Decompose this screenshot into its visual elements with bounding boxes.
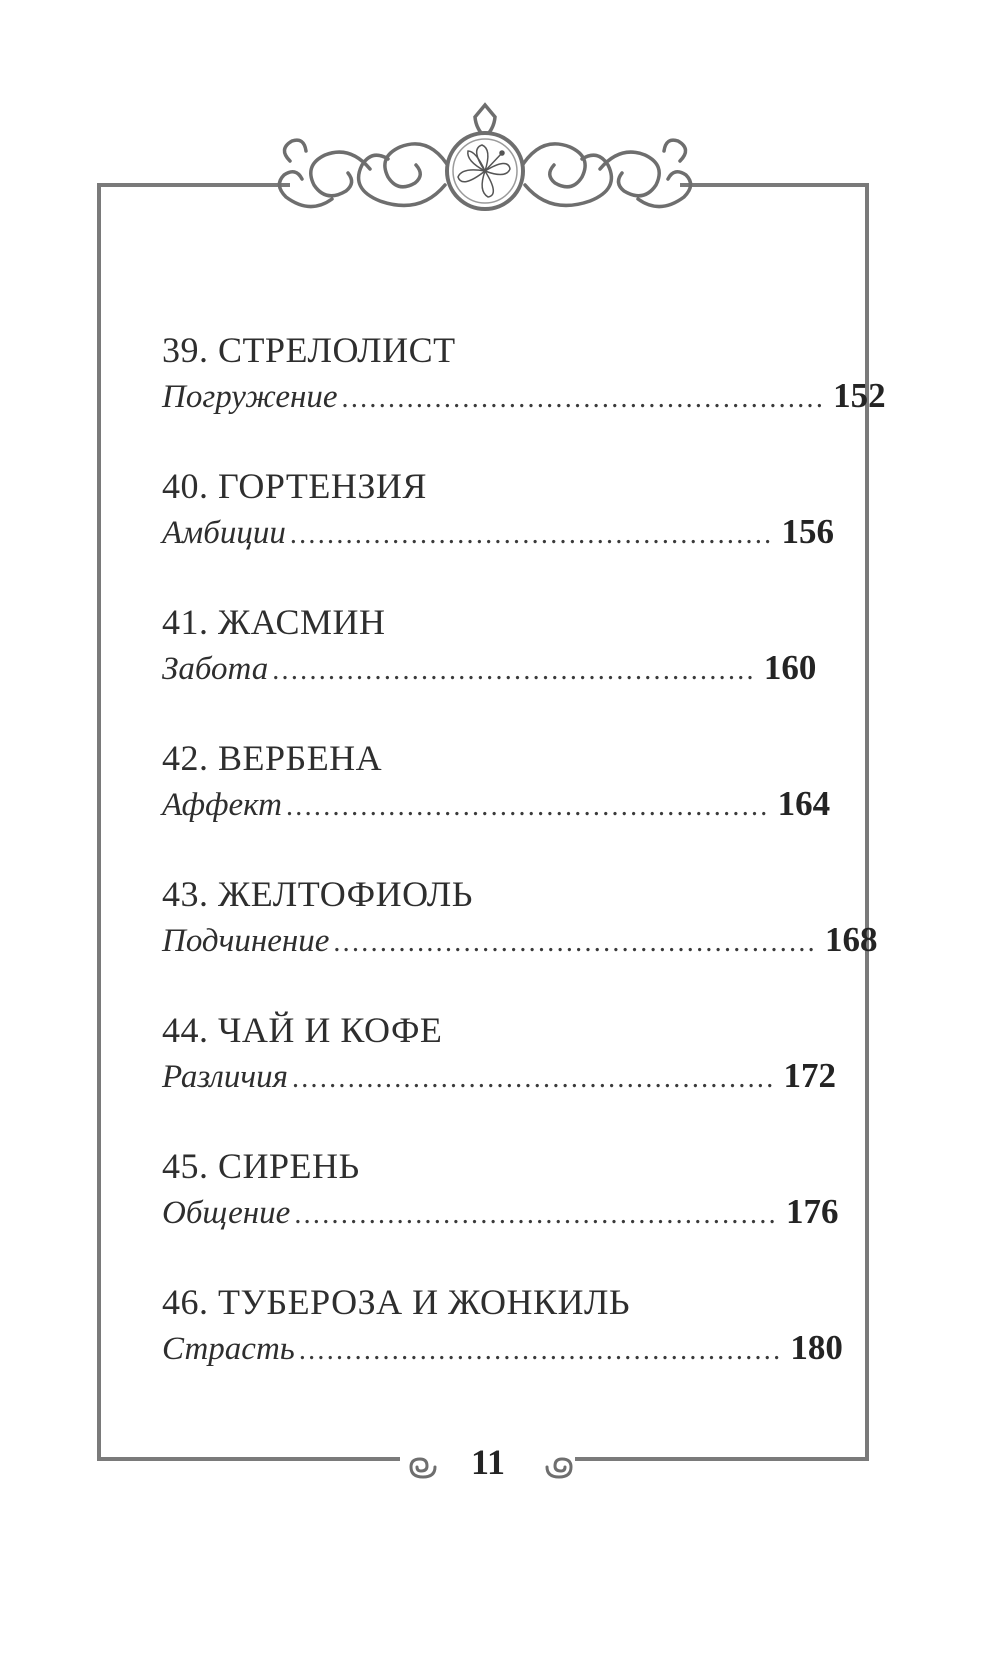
page-reference: 168: [824, 920, 878, 959]
toc-line: [162, 1052, 837, 1100]
toc-line: [162, 1188, 839, 1236]
floral-scroll-ornament-icon: [270, 105, 700, 231]
toc-entry[interactable]: [162, 600, 817, 736]
page-reference: 160: [763, 648, 817, 687]
page-reference: 180: [790, 1328, 843, 1367]
dot-leader: ....................................................: [272, 655, 756, 686]
toc-line: [162, 644, 817, 692]
toc-entry[interactable]: [162, 1008, 837, 1144]
chapter-title: 43. ЖЕЛТОФИОЛЬ: [162, 874, 473, 914]
chapter-subtitle: Амбиции: [162, 515, 286, 551]
page-reference: 152: [833, 376, 886, 415]
toc-entry[interactable]: [162, 736, 831, 872]
page-number: 11: [470, 1442, 505, 1482]
toc-line: [162, 780, 831, 828]
toc-line: [162, 372, 886, 420]
chapter-subtitle: Подчинение: [162, 923, 330, 959]
chapter-subtitle: Общение: [162, 1195, 291, 1231]
spiral-swirl-icon: [545, 1453, 577, 1481]
chapter-title: 40. ГОРТЕНЗИЯ: [162, 466, 427, 506]
toc-entry[interactable]: [162, 1280, 843, 1416]
page-reference: 156: [781, 512, 834, 551]
page-reference: 164: [777, 784, 831, 823]
dot-leader: ....................................................: [333, 927, 817, 958]
dot-leader: ....................................................: [289, 519, 774, 550]
chapter-title: 46. ТУБЕРОЗА И ЖОНКИЛЬ: [162, 1282, 631, 1322]
toc-line: [162, 508, 834, 556]
toc-line: [162, 1324, 843, 1372]
page-reference: 172: [783, 1056, 837, 1095]
spiral-swirl-icon: [405, 1453, 437, 1481]
table-of-contents: [162, 328, 886, 1416]
chapter-subtitle: Погружение: [162, 379, 338, 415]
chapter-subtitle: Аффект: [162, 787, 282, 823]
chapter-title: 41. ЖАСМИН: [162, 602, 386, 642]
toc-entry[interactable]: [162, 872, 878, 1008]
toc-entry[interactable]: [162, 464, 834, 600]
chapter-subtitle: Различия: [162, 1059, 288, 1095]
chapter-title: 44. ЧАЙ И КОФЕ: [162, 1010, 443, 1050]
dot-leader: ....................................................: [291, 1063, 776, 1094]
dot-leader: ....................................................: [286, 791, 770, 822]
toc-line: [162, 916, 878, 964]
dot-leader: ....................................................: [341, 383, 826, 414]
chapter-title: 42. ВЕРБЕНА: [162, 738, 383, 778]
page-reference: 176: [785, 1192, 839, 1231]
dot-leader: ....................................................: [294, 1199, 778, 1230]
dot-leader: ....................................................: [298, 1335, 783, 1366]
page-footer: [0, 1435, 1000, 1495]
chapter-title: 45. СИРЕНЬ: [162, 1146, 360, 1186]
toc-entry[interactable]: [162, 1144, 839, 1280]
chapter-subtitle: Забота: [162, 651, 269, 687]
chapter-subtitle: Страсть: [162, 1331, 295, 1367]
toc-entry[interactable]: [162, 328, 886, 464]
chapter-title: 39. СТРЕЛОЛИСТ: [162, 330, 456, 370]
